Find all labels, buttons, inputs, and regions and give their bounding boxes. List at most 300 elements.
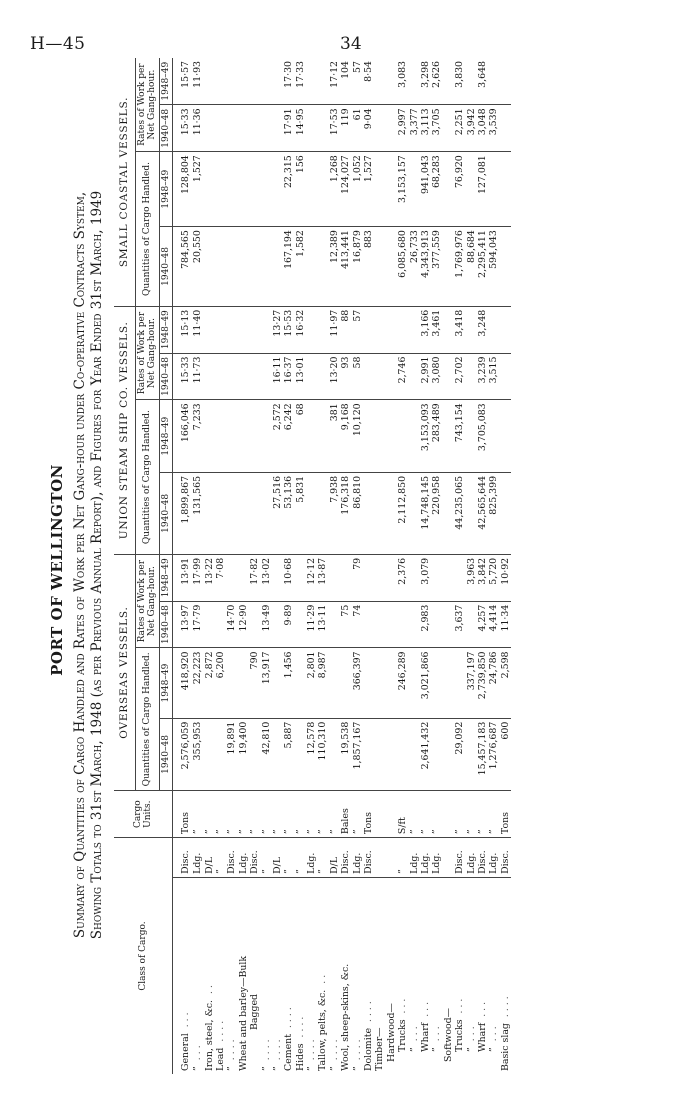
operation-cell: Disc. [500,838,511,878]
leader-dots: . . . . [306,1039,318,1061]
value-cell [374,58,385,105]
value-cell: 1,527 [192,152,203,227]
value-cell [397,601,408,648]
operation-cell: Ldg. [238,838,249,878]
cargo-unit-cell: ” [249,791,260,838]
value-cell [295,718,306,791]
cargo-unit-cell: ” [203,791,214,838]
cargo-class-label: Trucks [397,1019,409,1052]
leader-dots: . . . . [351,1039,363,1061]
value-cell: 58 [351,353,362,400]
value-cell [363,648,374,718]
cargo-class-label: ” [192,1066,204,1071]
leader-dots: . . . . [226,1039,238,1061]
cargo-unit-cell: ” [317,791,328,838]
class-of-cargo-header: Class of Cargo. [114,838,173,1074]
cargo-unit-cell: ” [351,791,362,838]
year-header: 1940–48 [159,227,173,307]
operation-cell: Ldg. [192,838,203,878]
value-cell [215,400,226,473]
value-cell [317,353,328,400]
value-cell [215,601,226,648]
value-cell: 57 [351,58,362,105]
value-cell: 22,223 [192,648,203,718]
value-cell: 1,276,687 [488,718,499,791]
value-cell: 3,637 [454,601,465,648]
value-cell: 8,987 [317,648,328,718]
value-cell [226,227,237,307]
operation-cell: ” [215,838,226,878]
rates-header: Rates of Work per Net Gang-hour. [135,306,159,400]
value-cell [306,400,317,473]
year-header: 1940–48 [159,472,173,554]
year-header: 1940–48 [159,601,173,648]
year-header: 1948–49 [159,306,173,353]
value-cell: 3,942 [465,105,476,152]
value-cell [203,152,214,227]
value-cell [386,306,397,353]
value-cell: 11·93 [192,58,203,105]
value-cell [238,353,249,400]
table-row [192,58,203,1074]
leader-dots: . . . . [283,1007,295,1029]
value-cell: 1,268 [329,152,340,227]
value-cell [443,554,454,601]
operation-cell: D/L [203,838,214,878]
value-cell: 13·01 [295,353,306,400]
cargo-unit-cell: ” [238,791,249,838]
cargo-class-label: ” [306,1066,318,1071]
value-cell: 12,578 [306,718,317,791]
operation-cell: Ldg. [431,838,442,878]
leader-dots: . . . [397,998,409,1014]
value-cell: 27,516 [272,472,283,554]
leader-dots: . . . . [363,1001,375,1022]
value-cell [500,227,511,307]
subtitle-line-1: Summary of Quantities of Cargo Handled and Rates of Work per Net Gang-hour under Co-operative Contracts System, [72,191,88,939]
cargo-unit-cell [374,791,385,838]
value-cell [386,227,397,307]
value-cell: 1,456 [283,648,294,718]
value-cell [226,105,237,152]
header-row-groups [114,58,135,1074]
value-cell: 3,648 [477,58,488,105]
value-cell [295,601,306,648]
operation-cell: Ldg. [351,838,362,878]
value-cell: 68 [295,400,306,473]
value-cell [249,58,260,105]
value-cell: 15·57 [173,58,193,105]
year-header: 1948–49 [159,554,173,601]
value-cell [386,554,397,601]
value-cell [203,400,214,473]
value-cell [465,152,476,227]
value-cell [226,152,237,227]
value-cell: 3,842 [477,554,488,601]
table-row [226,58,237,1074]
value-cell [306,152,317,227]
value-cell: 3,021,866 [420,648,431,718]
leader-dots: . . . . [271,1039,283,1061]
value-cell [317,152,328,227]
quantities-header: Quantities of Cargo Handled. [135,152,159,307]
operation-cell [374,838,385,878]
value-cell [249,601,260,648]
table-row [215,58,226,1074]
value-cell [306,472,317,554]
table-row [238,58,249,1074]
cargo-unit-cell: ” [260,791,271,838]
value-cell [272,227,283,307]
table-row [431,58,442,1074]
value-cell [238,152,249,227]
cargo-unit-cell: Tons [363,791,374,838]
value-cell: 53,136 [283,472,294,554]
table-row [340,58,351,1074]
value-cell: 19,891 [226,718,237,791]
value-cell: 366,397 [351,648,362,718]
cargo-class-label: Wool, sheep-skins, &c. [340,963,352,1071]
value-cell [386,472,397,554]
value-cell [465,353,476,400]
value-cell [260,472,271,554]
value-cell: 790 [249,648,260,718]
value-cell [272,152,283,227]
cargo-units-header: Cargo Units. [114,791,173,838]
rates-header: Rates of Work per Net Gang-hour. [135,554,159,648]
value-cell [374,718,385,791]
value-cell [260,105,271,152]
value-cell: 743,154 [454,400,465,473]
subtitle-line-2: Showing Totals to 31st March, 1948 (as per Previous Annual Report), and Figures for Year Ended 31st March, 1949 [89,190,105,940]
value-cell: 29,092 [454,718,465,791]
value-cell: 11·36 [192,105,203,152]
value-cell: 42,565,644 [477,472,488,554]
value-cell: 42,810 [260,718,271,791]
cargo-unit-cell: ” [408,791,419,838]
value-cell: 17·91 [283,105,294,152]
value-cell: 3,239 [477,353,488,400]
cargo-class-label: ” [271,1066,283,1071]
value-cell [454,554,465,601]
value-cell [431,554,442,601]
value-cell [443,152,454,227]
value-cell [238,227,249,307]
value-cell: 5,887 [283,718,294,791]
value-cell: 11·34 [500,601,511,648]
value-cell [295,554,306,601]
value-cell: 3,166 [420,306,431,353]
value-cell [443,718,454,791]
value-cell: 14·70 [226,601,237,648]
value-cell [226,648,237,718]
value-cell: 3,830 [454,58,465,105]
table-row [363,58,374,1074]
operation-cell: Ldg. [420,838,431,878]
table-row [454,58,465,1074]
value-cell: 337,197 [465,648,476,718]
value-cell [306,105,317,152]
leader-dots: . . . . [328,1039,340,1061]
table-row [477,58,488,1074]
table-row [283,58,294,1074]
value-cell [443,105,454,152]
value-cell [215,472,226,554]
page-number: 34 [340,34,362,54]
cargo-class-label: ” [465,1047,477,1052]
value-cell [443,601,454,648]
value-cell [260,152,271,227]
value-cell: 3,153,093 [420,400,431,473]
value-cell: 594,043 [488,227,499,307]
value-cell: 13·11 [317,601,328,648]
value-cell [203,472,214,554]
cargo-class-cell [272,877,283,1074]
table-body [173,58,511,1074]
operation-cell: Disc. [363,838,374,878]
cargo-class-cell [283,877,294,1074]
year-header: 1940–48 [159,105,173,152]
value-cell [317,227,328,307]
value-cell [443,648,454,718]
value-cell [374,648,385,718]
value-cell: 15,457,183 [477,718,488,791]
value-cell [363,353,374,400]
value-cell: 2,801 [306,648,317,718]
leader-dots: . . . [488,1026,500,1042]
value-cell: 128,804 [173,152,193,227]
value-cell [374,601,385,648]
value-cell [386,648,397,718]
value-cell [215,353,226,400]
value-cell [374,152,385,227]
value-cell: 220,958 [431,472,442,554]
value-cell: 17·12 [329,58,340,105]
value-cell: 61 [351,105,362,152]
value-cell [249,353,260,400]
value-cell [408,554,419,601]
value-cell: 24,786 [488,648,499,718]
cargo-class-cell [215,877,226,1074]
value-cell [329,554,340,601]
value-cell: 2,641,432 [420,718,431,791]
value-cell [408,718,419,791]
leader-dots: . . [203,985,215,994]
value-cell: 20,550 [192,227,203,307]
cargo-unit-cell: ” [295,791,306,838]
value-cell: 3,080 [431,353,442,400]
value-cell: 2,251 [454,105,465,152]
value-cell: 2,572 [272,400,283,473]
operation-cell: Ldg. [408,838,419,878]
value-cell [226,554,237,601]
value-cell [488,306,499,353]
operation-cell: Disc. [249,838,260,878]
table-row [374,58,385,1074]
value-cell [249,306,260,353]
value-cell [363,306,374,353]
value-cell: 13·97 [173,601,193,648]
table-row [272,58,283,1074]
value-cell: 13·20 [329,353,340,400]
value-cell [465,472,476,554]
value-cell [272,648,283,718]
cargo-unit-cell: ” [226,791,237,838]
value-cell [203,306,214,353]
cargo-unit-cell: Tons [500,791,511,838]
table-row [317,58,328,1074]
value-cell [306,306,317,353]
operation-cell: D/L [272,838,283,878]
union-steam-ship-header: UNION STEAM SHIP CO. VESSELS. [114,306,135,554]
value-cell: 156 [295,152,306,227]
value-cell: 19,400 [238,718,249,791]
value-cell [386,353,397,400]
value-cell: 377,559 [431,227,442,307]
cargo-unit-cell: ” [272,791,283,838]
value-cell [465,400,476,473]
cargo-class-label: Tallow, pelts, &c. [317,989,329,1071]
table-row [443,58,454,1074]
value-cell: 9·89 [283,601,294,648]
rates-header: Rates of Work per Net Gang-hour. [135,58,159,152]
value-cell: 44,235,065 [454,472,465,554]
cargo-class-label: ” [226,1066,238,1071]
value-cell: 16·11 [272,353,283,400]
value-cell: 2,983 [420,601,431,648]
cargo-unit-cell: ” [420,791,431,838]
cargo-class-label: Hides [294,1043,306,1071]
value-cell: 418,920 [173,648,193,718]
value-cell [306,58,317,105]
operation-cell: ” [317,838,328,878]
page-code: H—45 [30,34,86,54]
value-cell: 246,289 [397,648,408,718]
value-cell [203,718,214,791]
table-row [295,58,306,1074]
cargo-class-cell [340,877,351,1074]
value-cell [215,227,226,307]
table-row [173,58,193,1074]
leader-dots: . . . [179,1012,191,1028]
cargo-class-label: ” [488,1047,500,1052]
value-cell [465,601,476,648]
value-cell: 26,733 [408,227,419,307]
value-cell [203,227,214,307]
value-cell: 104 [340,58,351,105]
document-title: PORT OF WELLINGTON [48,464,66,676]
value-cell [374,105,385,152]
rotated-table-block [48,50,668,1090]
value-cell: 1,582 [295,227,306,307]
value-cell: 9,168 [340,400,351,473]
value-cell [488,152,499,227]
value-cell: 16,879 [351,227,362,307]
value-cell: 110,310 [317,718,328,791]
value-cell: 1,769,976 [454,227,465,307]
value-cell [408,58,419,105]
value-cell [488,58,499,105]
value-cell [306,227,317,307]
value-cell: 7·08 [215,554,226,601]
value-cell [249,400,260,473]
value-cell [249,472,260,554]
value-cell [272,601,283,648]
table-row [488,58,499,1074]
value-cell: 15·33 [173,353,193,400]
cargo-unit-cell: ” [215,791,226,838]
value-cell [386,105,397,152]
operation-cell: Disc. [173,838,193,878]
value-cell: 16·37 [283,353,294,400]
cargo-class-label: Softwood— [442,1008,454,1062]
value-cell [431,601,442,648]
value-cell [317,400,328,473]
value-cell [260,400,271,473]
table-row [249,58,260,1074]
value-cell [374,400,385,473]
value-cell: 11·97 [329,306,340,353]
value-cell [238,400,249,473]
value-cell: 93 [340,353,351,400]
value-cell [340,554,351,601]
value-cell [272,105,283,152]
value-cell: 3,418 [454,306,465,353]
value-cell: 176,318 [340,472,351,554]
leader-dots: . . . . [294,1016,306,1038]
value-cell: 941,043 [420,152,431,227]
cargo-class-cell [249,877,260,1074]
value-cell [431,718,442,791]
table-row [500,58,511,1074]
cargo-class-label: Wharf [420,1022,431,1052]
cargo-unit-cell: ” [329,791,340,838]
cargo-class-cell [203,877,214,1074]
value-cell: 17·99 [192,554,203,601]
leader-dots: . . . . [214,1020,226,1042]
value-cell: 17·79 [192,601,203,648]
value-cell: 3,705,083 [477,400,488,473]
cargo-class-label: General [179,1033,191,1071]
value-cell [238,554,249,601]
value-cell: 5,831 [295,472,306,554]
cargo-unit-cell: ” [465,791,476,838]
value-cell: 3,113 [420,105,431,152]
leader-dots: . . . [431,1026,443,1042]
year-header: 1940–48 [159,353,173,400]
value-cell: 3,248 [477,306,488,353]
value-cell: 2,739,850 [477,648,488,718]
value-cell: 2,746 [397,353,408,400]
value-cell: 13·27 [272,306,283,353]
value-cell [238,648,249,718]
value-cell: 13·22 [203,554,214,601]
operation-cell: ” [260,838,271,878]
value-cell: 15·13 [173,306,193,353]
cargo-class-cell [477,877,488,1074]
value-cell [443,306,454,353]
value-cell: 3,377 [408,105,419,152]
cargo-class-cell [260,877,271,1074]
value-cell [260,227,271,307]
cargo-class-label: Dolomite [363,1027,375,1071]
cargo-unit-cell: ” [454,791,465,838]
cargo-unit-cell: ” [283,791,294,838]
value-cell [203,58,214,105]
value-cell: 124,027 [340,152,351,227]
cargo-class-label: Iron, steel, &c. [203,999,215,1071]
value-cell [249,105,260,152]
